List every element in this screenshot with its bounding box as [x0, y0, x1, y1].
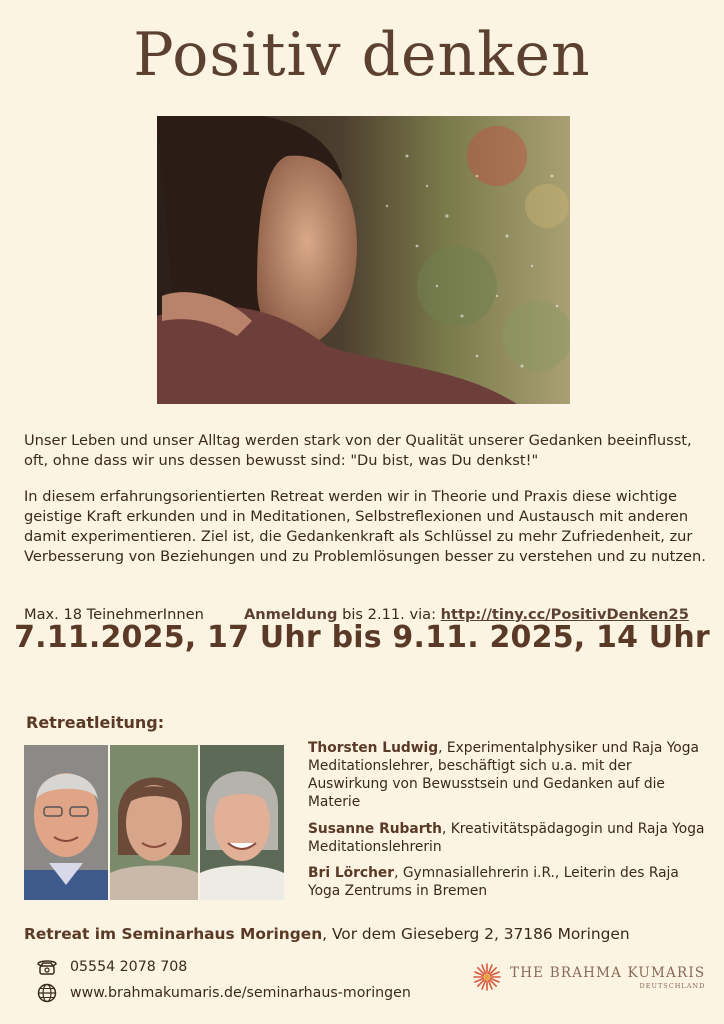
portrait-susanne-rubarth: [110, 745, 198, 900]
page-title: Positiv denken: [133, 20, 591, 90]
leader-name: Susanne Rubarth: [308, 821, 442, 837]
intro-text: Unser Leben und unser Alltag werden stark von der Qualität unserer Gedanken beeinflusst, oft, ohne dass wir uns dessen bewusst sind: "Du bist, was Du denkst!": [24, 432, 692, 469]
globe-icon: [36, 983, 58, 1003]
registration-label: Anmeldung: [244, 606, 338, 623]
portrait-bri-loercher: [200, 745, 284, 900]
event-date-range: 7.11.2025, 17 Uhr bis 9.11. 2025, 14 Uhr: [14, 620, 710, 655]
leader-susanne-rubarth: [308, 820, 708, 856]
leader-description: , Gymnasiallehrerin i.R., Leiterin des Raja Yoga Zentrums in Bremen: [308, 865, 679, 899]
leader-thorsten-ludwig: [308, 739, 708, 811]
leadership-heading: Retreatleitung:: [26, 713, 165, 732]
registration-deadline: bis 2.11. via:: [337, 606, 441, 623]
leader-description: , Experimentalphysiker und Raja Yoga Meditationslehrer, beschäftigt sich u.a. mit der Auswirkung von Bewusstsein und Gedanken auf die Materie: [308, 740, 699, 810]
phone-icon: [36, 958, 58, 976]
portrait-thorsten-ludwig: [24, 745, 108, 900]
venue-info: [24, 925, 630, 943]
leader-name: Bri Lörcher: [308, 865, 395, 881]
registration-link[interactable]: http://tiny.cc/PositivDenken25: [440, 606, 689, 623]
venue-address: , Vor dem Gieseberg 2, 37186 Moringen: [322, 925, 630, 943]
venue-name: Retreat im Seminarhaus Moringen: [24, 925, 323, 943]
description-text: In diesem erfahrungsorientierten Retreat werden wir in Theorie und Praxis diese wichtige geistige Kraft erkunden und in Meditationen, Selbstreflexionen und Austausch mit anderen damit experimentieren. Ziel ist, die Gedankenkraft als Schlüssel zu mehr Zufriedenheit, zur Verbesserung von Beziehungen und zu Problemlösungen besser zu verstehen und zu nutzen.: [24, 488, 706, 565]
phone-number: 05554 2078 708: [70, 959, 188, 975]
leader-bri-loercher: [308, 864, 708, 900]
website-url[interactable]: www.brahmakumaris.de/seminarhaus-moringen: [70, 985, 411, 1001]
leader-description: , Kreativitätspädagogin und Raja Yoga Meditationslehrerin: [308, 821, 705, 855]
contact-website: [36, 983, 411, 1003]
hero-photo-woman-at-window: [157, 116, 570, 404]
leader-name: Thorsten Ludwig: [308, 740, 439, 756]
contact-phone: [36, 958, 187, 976]
brahma-kumaris-logo-icon: [472, 962, 502, 992]
logo-name: THE BRAHMA KUMARIS: [510, 964, 706, 981]
logo-subtitle: DEUTSCHLAND: [639, 981, 706, 990]
brahma-kumaris-logo: [472, 962, 705, 992]
max-participants: Max. 18 TeinehmerInnen: [24, 606, 204, 623]
